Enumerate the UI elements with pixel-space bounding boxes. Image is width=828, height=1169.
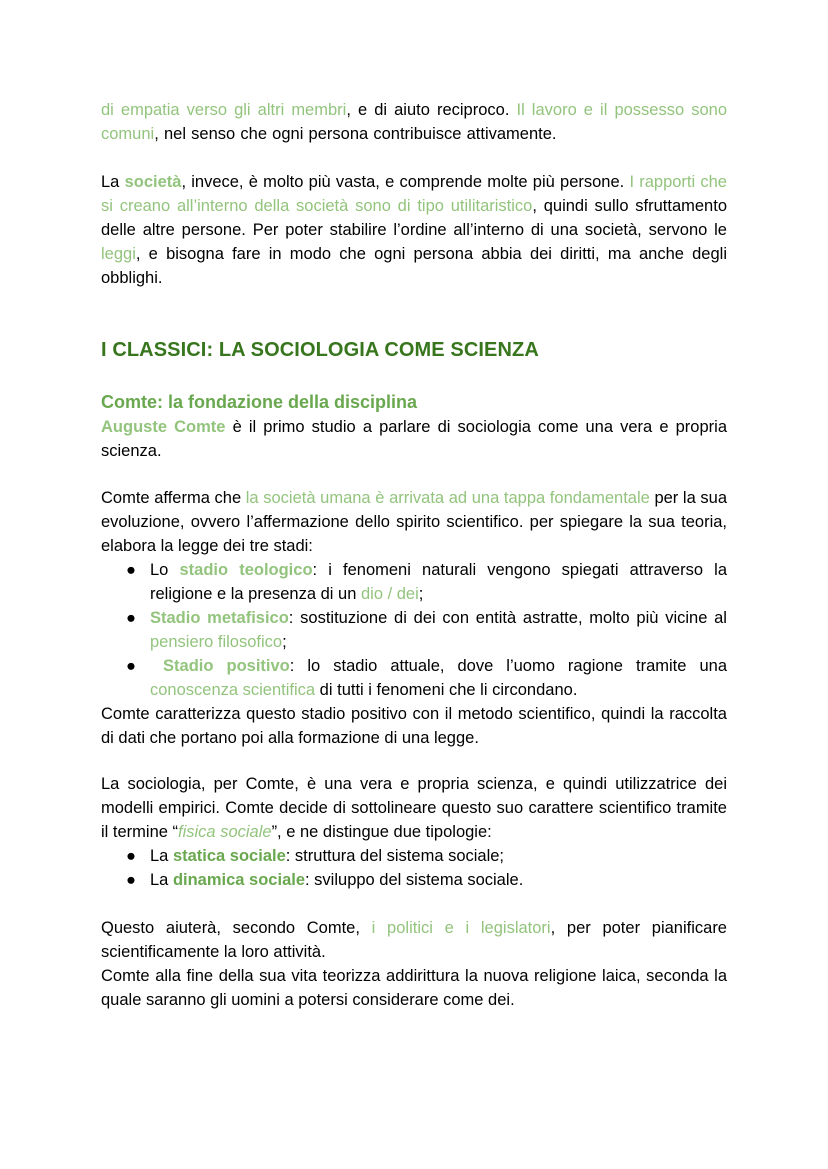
highlight-tappa: la società umana è arrivata ad una tappa fondamentale	[245, 489, 650, 507]
bullet-icon: ●	[126, 561, 136, 579]
paragraph-religione-laica: Comte alla fine della sua vita teorizza addirittura la nuova religione laica, seconda la quale saranno gli uomini a potersi considerare come dei.	[101, 967, 727, 1009]
paragraph-famiglia: di empatia verso gli altri membri, e di aiuto reciproco. Il lavoro e il possesso sono comuni, nel senso che ogni persona contribuisce attivamente.	[101, 101, 727, 143]
paragraph-fisica-sociale: La sociologia, per Comte, è una vera e propria scienza, e quindi utilizzatrice dei modelli empirici. Comte decide di sottolineare questo suo carattere scientifico tramite il termine “fisica sociale”, e ne distingue due tipologie: ● La statica sociale: struttura del sistema sociale; ● La dinamica sociale: sviluppo del sistema sociale.	[101, 772, 727, 892]
subsection-heading: Comte: la fondazione della disciplina	[101, 392, 418, 412]
highlight-leggi: leggi	[101, 245, 136, 263]
term-auguste-comte: Auguste Comte	[101, 418, 226, 436]
paragraph-tre-stadi: Comte afferma che la società umana è arrivata ad una tappa fondamentale per la sua evoluzione, ovvero l’affermazione dello spirito scientifico. per spiegare la sua teoria, elabora la legge dei tre stadi: ● Lo stadio teologico: i fenomeni naturali vengono spiegati attraverso la religione e la presenza di un dio / dei; ● Stadio metafisico: sostituzione di dei con entità astratte, molto più vicine al pensiero filosofico; ● Stadio positivo: lo stadio attuale, dove l’uomo ragione tramite una conoscenza scientifica di tutti i fenomeni che li circondano. Comte caratterizza questo stadio positivo con il metodo scientifico, quindi la raccolta di dati che portano poi alla formazione di una legge.	[101, 486, 727, 750]
stadi-list	[101, 558, 727, 702]
section-heading: I CLASSICI: LA SOCIOLOGIA COME SCIENZA	[101, 339, 539, 361]
bullet-icon: ●	[126, 657, 136, 675]
highlight-empatia: di empatia verso gli altri membri	[101, 101, 347, 119]
bullet-icon: ●	[126, 871, 136, 889]
bullet-icon: ●	[126, 847, 136, 865]
list-item: ● La statica sociale: struttura del sistema sociale;	[101, 844, 727, 868]
paragraph-politici: Questo aiuterà, secondo Comte, i politici e i legislatori, per poter pianificare scientificamente la loro attività. Comte alla fine della sua vita teorizza addirittura la nuova religione laica, seconda la quale saranno gli uomini a potersi considerare come dei.	[101, 916, 727, 1012]
highlight-fisica-sociale: fisica sociale	[178, 823, 272, 841]
list-item: ● Lo stadio teologico: i fenomeni naturali vengono spiegati attraverso la religione e la presenza di un dio / dei;	[101, 558, 727, 606]
list-item: ● Stadio positivo: lo stadio attuale, dove l’uomo ragione tramite una conoscenza scientifica di tutti i fenomeni che li circondano.	[101, 654, 727, 702]
paragraph-metodo: Comte caratterizza questo stadio positivo con il metodo scientifico, quindi la raccolta di dati che portano poi alla formazione di una legge.	[101, 705, 727, 747]
term-societa: società	[124, 173, 182, 191]
tipologie-list	[101, 844, 727, 892]
paragraph-comte-intro: Auguste Comte è il primo studio a parlare di sociologia come una vera e propria scienza.	[101, 418, 727, 460]
highlight-politici: i politici e i legislatori	[371, 919, 551, 937]
bullet-icon: ●	[126, 609, 136, 627]
list-item: ● La dinamica sociale: sviluppo del sistema sociale.	[101, 868, 727, 892]
highlight-rapporti: I rapporti che si creano all’interno della società sono di tipo utilitaristico	[101, 173, 727, 215]
highlight-lavoro-possesso: Il lavoro e il possesso sono comuni	[101, 101, 727, 143]
paragraph-societa: La società, invece, è molto più vasta, e comprende molte più persone. I rapporti che si creano all’interno della società sono di tipo utilitaristico, quindi sullo sfruttamento delle altre persone. Per poter stabilire l’ordine all’interno di una società, servono le leggi, e bisogna fare in modo che ogni persona abbia dei diritti, ma anche degli obblighi.	[101, 173, 727, 287]
list-item: ● Stadio metafisico: sostituzione di dei con entità astratte, molto più vicine al pensiero filosofico;	[101, 606, 727, 654]
